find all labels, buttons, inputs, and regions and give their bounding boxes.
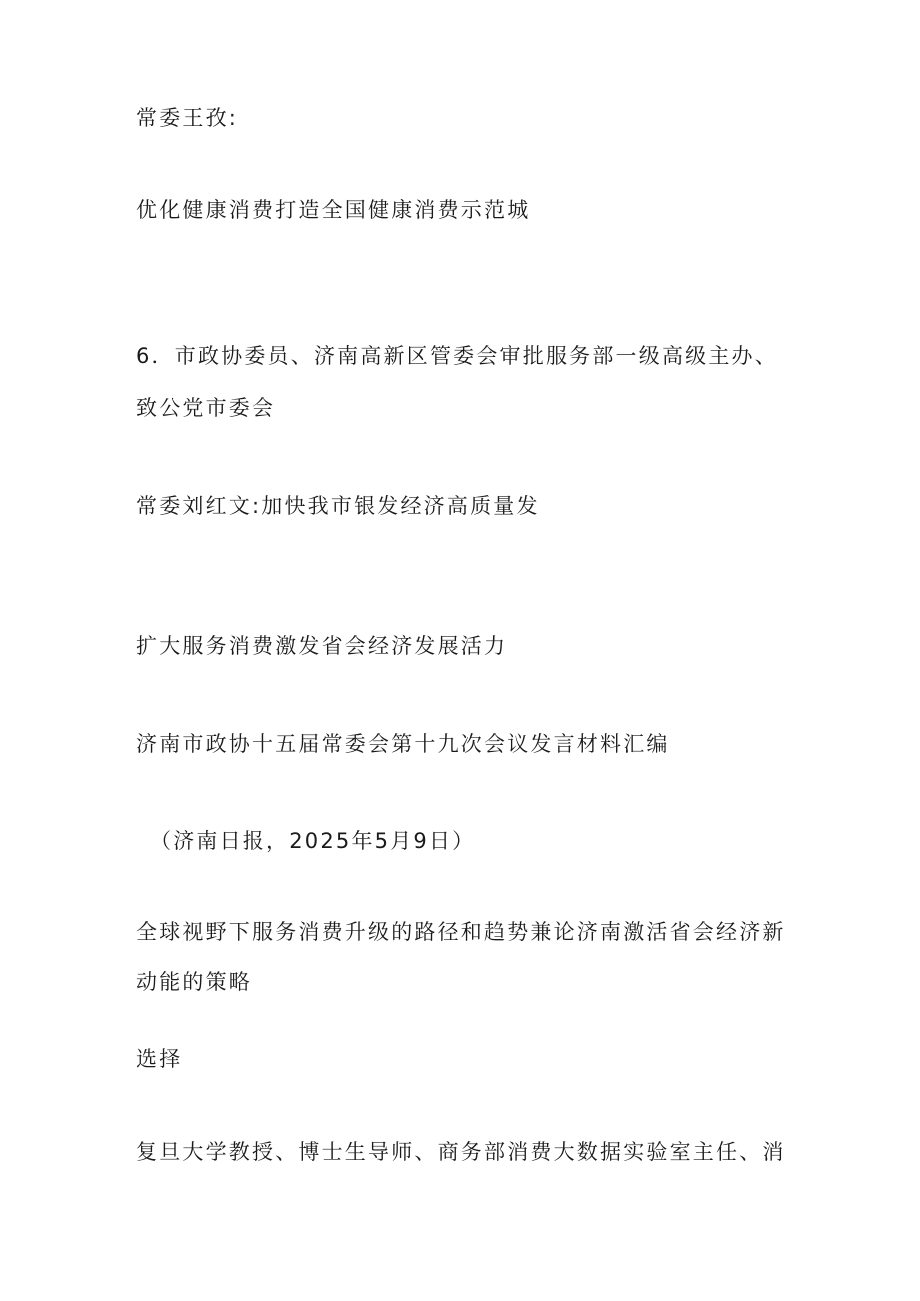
essay-title-line-3: 选择 — [136, 1047, 183, 1071]
essay-title-line-1: 全球视野下服务消费升级的路径和趋势兼论济南激活省会经济新 — [136, 920, 786, 944]
speech-title-health: 优化健康消费打造全国健康消费示范城 — [136, 198, 531, 222]
essay-title-line-2: 动能的策略 — [136, 970, 252, 994]
article-headline: 扩大服务消费激发省会经济发展活力 — [136, 634, 508, 658]
speaker-intro-line-1: 6．市政协委员、济南高新区管委会审批服务部一级高级主办、 — [136, 344, 778, 368]
speaker-intro-line-2: 致公党市委会 — [136, 396, 276, 420]
article-subheadline: 济南市政协十五届常委会第十九次会议发言材料汇编 — [136, 732, 670, 756]
source-citation: （济南日报，2025年5月9日） — [150, 829, 476, 853]
author-credentials-line: 复旦大学教授、博士生导师、商务部消费大数据实验室主任、消 — [136, 1140, 786, 1164]
speaker-line-liu-hongwen: 常委刘红文:加快我市银发经济高质量发 — [136, 494, 540, 518]
speaker-line-wang-zi: 常委王孜: — [136, 106, 239, 130]
